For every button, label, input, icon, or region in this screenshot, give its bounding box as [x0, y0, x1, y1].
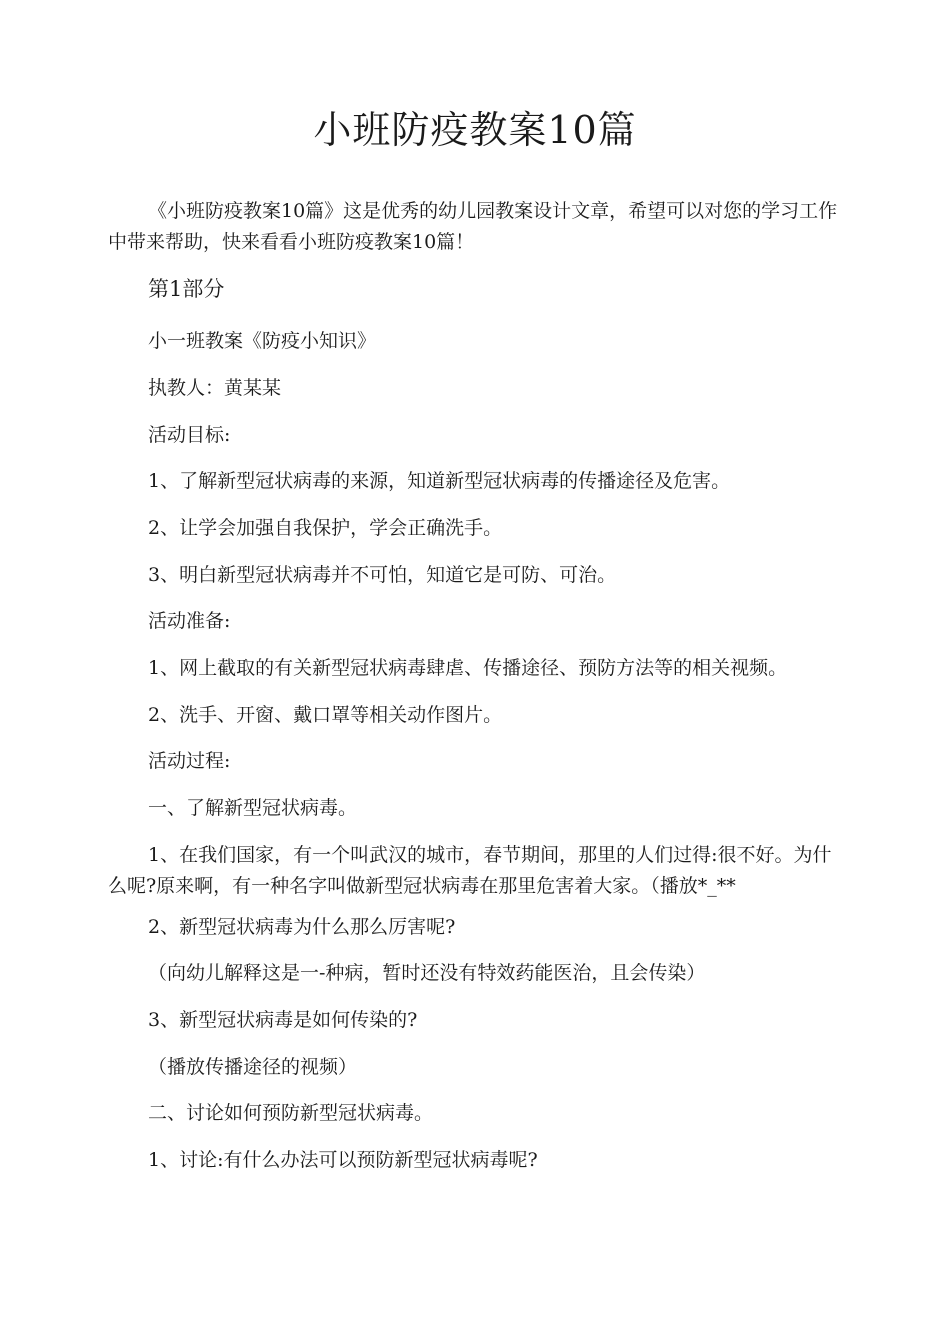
prep-heading: 活动准备: — [148, 610, 231, 632]
goal-item-2: 2、让学会加强自我保护，学会正确洗手。 — [148, 517, 503, 539]
step-one-item-2-note: （向幼儿解释这是一-种病，暂时还没有特效药能医治，且会传染） — [148, 962, 706, 984]
prep-item-2: 2、洗手、开窗、戴口罩等相关动作图片。 — [148, 704, 503, 726]
prep-item-1: 1、网上截取的有关新型冠状病毒肆虐、传播途径、预防方法等的相关视频。 — [148, 657, 788, 679]
step-one-heading: 一、了解新型冠状病毒。 — [148, 797, 358, 819]
process-heading: 活动过程: — [148, 750, 231, 772]
step-one-item-2: 2、新型冠状病毒为什么那么厉害呢? — [148, 916, 456, 938]
document-title: 小班防疫教案10篇 — [313, 108, 637, 152]
intro-paragraph: 《小班防疫教案10篇》这是优秀的幼儿园教案设计文章，希望可以对您的学习工作中带来帮助，快来看看小班防疫教案10篇！ — [108, 200, 838, 253]
goals-heading: 活动目标: — [148, 424, 231, 446]
step-one-item-1: 1、在我们国家，有一个叫武汉的城市，春节期间，那里的人们过得:很不好。为什么呢?原来啊，有一种名字叫做新型冠状病毒在那里危害着大家。（播放*_** — [108, 844, 832, 897]
step-one-item-3: 3、新型冠状病毒是如何传染的? — [148, 1009, 418, 1031]
section-heading: 第1部分 — [148, 277, 225, 301]
goal-item-3: 3、明白新型冠状病毒并不可怕，知道它是可防、可治。 — [148, 564, 617, 586]
lesson-title: 小一班教案《防疫小知识》 — [148, 330, 377, 352]
step-two-item-1: 1、讨论:有什么办法可以预防新型冠状病毒呢? — [148, 1149, 538, 1171]
teacher-line: 执教人：黄某某 — [148, 377, 282, 399]
step-one-item-3-note: （播放传播途径的视频） — [148, 1056, 358, 1078]
step-two-heading: 二、讨论如何预防新型冠状病毒。 — [148, 1102, 434, 1124]
goal-item-1: 1、了解新型冠状病毒的来源，知道新型冠状病毒的传播途径及危害。 — [148, 470, 731, 492]
